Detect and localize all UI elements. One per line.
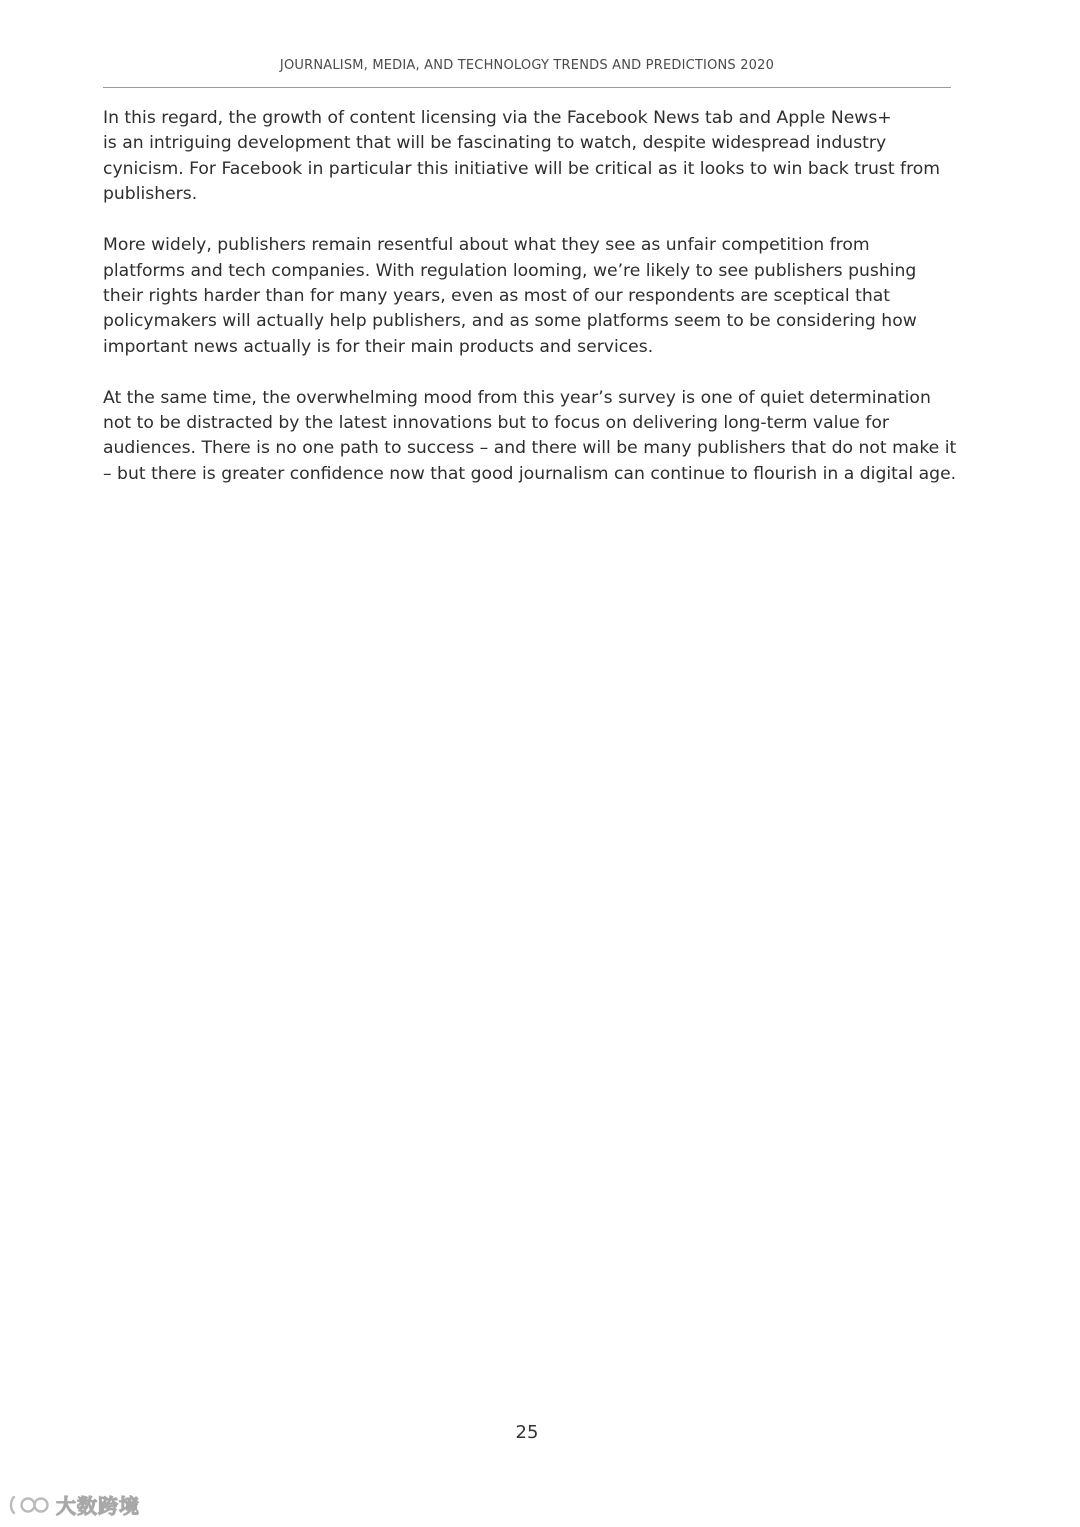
text-line: In this regard, the growth of content licensing via the Facebook News tab and Apple News+ (103, 108, 892, 128)
text-line: is an intriguing development that will be fascinating to watch, despite widespread industry (103, 133, 887, 154)
text-line: publishers. (103, 184, 198, 205)
paragraph-3 (103, 386, 957, 488)
header-divider (103, 87, 951, 88)
paragraph-2 (103, 233, 953, 360)
text-line: At the same time, the overwhelming mood from this year’s survey is one of quiet determination (103, 387, 931, 408)
text-line: important news actually is for their main products and services. (103, 336, 654, 357)
watermark-text: 大数跨境 (56, 1494, 140, 1518)
text-line: – but there is greater confidence now that good journalism can continue to flourish in a digital age. (103, 463, 957, 484)
running-header: JOURNALISM, MEDIA, AND TECHNOLOGY TRENDS AND PREDICTIONS 2020 (279, 58, 775, 73)
text-line: audiences. There is no one path to success – and there will be many publishers that do not make it (103, 438, 957, 459)
text-line: platforms and tech companies. With regulation looming, we’re likely to see publishers pushing (103, 260, 917, 281)
text-line: policymakers will actually help publishers, and as some platforms seem to be considering how (103, 311, 917, 332)
watermark (8, 1490, 140, 1519)
text-line: not to be distracted by the latest innovations but to focus on delivering long-term value for (103, 413, 889, 434)
body-text (103, 106, 957, 513)
text-line: cynicism. For Facebook in particular this initiative will be critical as it looks to win back trust from (103, 158, 941, 179)
text-line: their rights harder than for many years, even as most of our respondents are sceptical that (103, 285, 891, 306)
watermark-logo-icon (8, 1493, 52, 1517)
paragraph-1 (103, 106, 953, 208)
text-line: More widely, publishers remain resentful about what they see as unfair competition from (103, 235, 870, 256)
page-number: 25 (515, 1422, 539, 1443)
